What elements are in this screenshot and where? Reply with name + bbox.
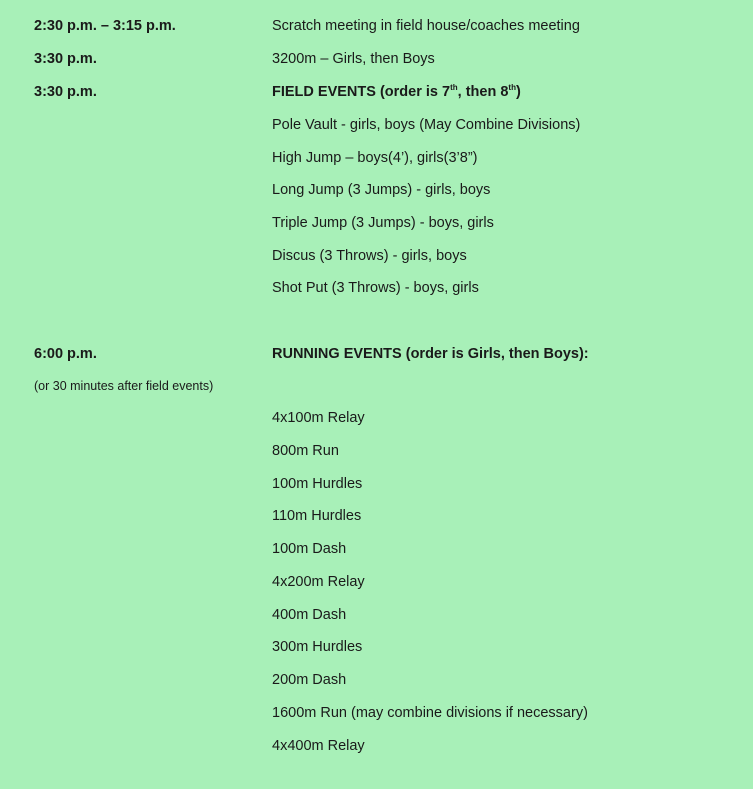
- event-label: Discus (3 Throws) - girls, boys: [272, 248, 467, 264]
- field-event-item: [0, 211, 753, 235]
- event-label: 4x400m Relay: [272, 738, 365, 754]
- event-label: 110m Hurdles: [272, 508, 362, 524]
- time-label: 2:30 p.m. – 3:15 p.m.: [34, 18, 176, 34]
- heading-text: , then 8: [457, 84, 509, 100]
- event-label: Scratch meeting in field house/coaches meeting: [272, 18, 580, 34]
- event-label: Shot Put (3 Throws) - boys, girls: [272, 280, 479, 296]
- schedule-row-scratch: [0, 14, 753, 38]
- event-label: Triple Jump (3 Jumps) - boys, girls: [272, 215, 494, 231]
- time-note: (or 30 minutes after field events): [34, 379, 214, 393]
- time-label: 3:30 p.m.: [34, 51, 97, 67]
- event-label: 1600m Run (may combine divisions if necessary): [272, 705, 588, 721]
- event-label: 4x200m Relay: [272, 574, 365, 590]
- field-events-heading: [272, 80, 521, 104]
- schedule-row-running-events: [0, 342, 753, 366]
- field-event-item: [0, 178, 753, 202]
- field-event-item: [0, 244, 753, 268]
- ordinal-suffix: th: [508, 83, 516, 93]
- time-label: 6:00 p.m.: [34, 346, 97, 362]
- schedule-row-3200m: [0, 47, 753, 71]
- field-event-item: [0, 276, 753, 300]
- event-label: 800m Run: [272, 443, 339, 459]
- heading-text: FIELD EVENTS (order is 7: [272, 84, 451, 100]
- running-event-item: [0, 635, 753, 659]
- running-event-item: [0, 734, 753, 758]
- event-label: 3200m – Girls, then Boys: [272, 51, 435, 67]
- event-label: 4x100m Relay: [272, 410, 365, 426]
- event-label: High Jump – boys(4’), girls(3’8”): [272, 150, 478, 166]
- field-event-item: [0, 113, 753, 137]
- field-event-item: [0, 146, 753, 170]
- event-label: 100m Hurdles: [272, 476, 363, 492]
- running-event-item: [0, 406, 753, 430]
- running-events-heading: RUNNING EVENTS (order is Girls, then Boys):: [272, 346, 589, 362]
- running-event-item: [0, 668, 753, 692]
- event-label: Pole Vault - girls, boys (May Combine Divisions): [272, 117, 581, 133]
- running-event-item: [0, 570, 753, 594]
- running-event-item: [0, 537, 753, 561]
- running-event-item: [0, 439, 753, 463]
- running-event-item: [0, 701, 753, 725]
- time-label: 3:30 p.m.: [34, 84, 97, 100]
- event-label: 300m Hurdles: [272, 639, 363, 655]
- ordinal-suffix: th: [450, 83, 458, 93]
- schedule-note-row: [0, 374, 753, 398]
- event-label: 100m Dash: [272, 541, 347, 557]
- running-event-item: [0, 603, 753, 627]
- event-label: 400m Dash: [272, 607, 347, 623]
- event-label: 200m Dash: [272, 672, 347, 688]
- schedule-row-field-events: [0, 80, 753, 104]
- event-label: Long Jump (3 Jumps) - girls, boys: [272, 182, 491, 198]
- running-event-item: [0, 472, 753, 496]
- heading-text: ): [515, 84, 521, 100]
- running-event-item: [0, 504, 753, 528]
